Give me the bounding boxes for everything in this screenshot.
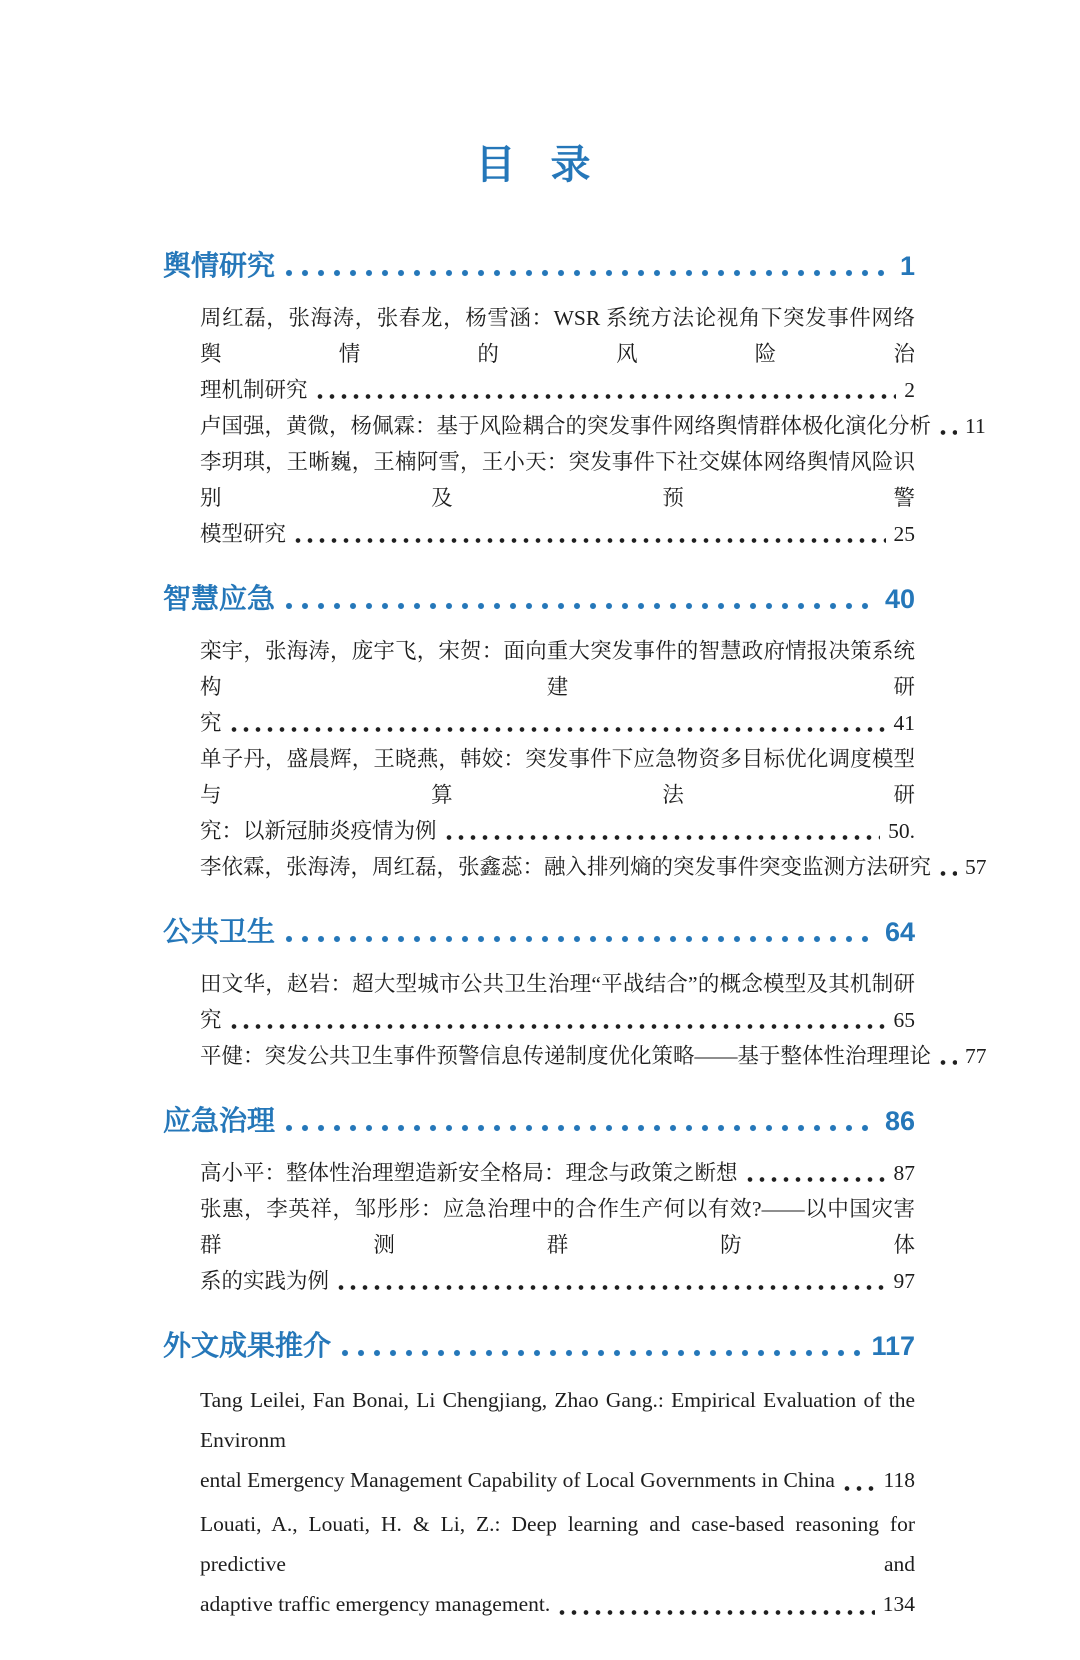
entry-title-text: 理机制研究	[200, 378, 308, 402]
toc-section	[163, 579, 987, 885]
entry-last-line	[200, 849, 987, 885]
section-title: 舆情研究	[163, 250, 276, 281]
dot-leader-icon	[228, 1023, 886, 1030]
dot-leader-icon	[335, 1284, 885, 1291]
entry-last-line	[200, 1155, 915, 1191]
entry-page-number: 57	[965, 855, 987, 879]
entry-title-text: 高小平：整体性治理塑造新安全格局：理念与政策之断想	[200, 1161, 738, 1185]
toc-entry	[200, 444, 915, 552]
entry-page-number: 97	[893, 1269, 915, 1293]
entry-page-number: 77	[965, 1044, 987, 1068]
entry-page-number: 41	[893, 711, 915, 735]
entry-text-line: 田文华，赵岩：超大型城市公共卫生治理“平战结合”的概念模型及其机制研	[200, 972, 915, 996]
section-title: 公共卫生	[163, 916, 276, 947]
toc-section-heading	[163, 246, 915, 286]
entry-title-text: ental Emergency Management Capability of Local Governments in China	[200, 1468, 835, 1492]
entry-text-line: 单子丹，盛晨辉，王晓燕，韩姣：突发事件下应急物资多目标优化调度模型与算法研	[200, 747, 915, 807]
entry-last-line	[200, 1038, 987, 1074]
page-title: 目 录	[475, 143, 603, 187]
dot-leader-icon	[281, 269, 890, 277]
toc-entry	[200, 741, 915, 849]
section-page-number: 64	[884, 917, 915, 947]
toc-entry	[200, 300, 915, 408]
toc-entry	[200, 1191, 915, 1299]
entry-text-line: 张惠，李英祥，邹彤彤：应急治理中的合作生产何以有效?——以中国灾害群测群防体	[200, 1197, 915, 1257]
dot-leader-icon	[292, 537, 885, 544]
section-title: 智慧应急	[163, 583, 276, 614]
section-entries	[200, 300, 986, 552]
entry-page-number: 134	[882, 1592, 915, 1616]
toc-entry	[200, 633, 915, 741]
section-title: 应急治理	[163, 1105, 276, 1136]
dot-leader-icon	[744, 1176, 886, 1183]
toc-list	[163, 246, 987, 1624]
dot-leader-icon	[337, 1349, 861, 1357]
toc-entry	[200, 849, 987, 885]
entry-page-number: 50.	[888, 819, 915, 843]
entry-title-text: 究	[200, 1008, 222, 1032]
entry-last-line	[200, 408, 986, 444]
dot-leader-icon	[937, 1059, 957, 1066]
dot-leader-icon	[937, 870, 957, 877]
toc-entry	[200, 1038, 987, 1074]
dot-leader-icon	[556, 1609, 875, 1616]
toc-section	[163, 1326, 915, 1624]
section-title: 外文成果推介	[163, 1330, 332, 1361]
toc-page	[0, 133, 1080, 1660]
dot-leader-icon	[937, 429, 957, 436]
entry-page-number: 118	[883, 1468, 915, 1492]
toc-entry	[200, 1155, 915, 1191]
section-entries	[200, 1380, 915, 1624]
entry-last-line	[200, 813, 915, 849]
entry-last-line	[200, 516, 915, 552]
toc-entry	[200, 966, 915, 1038]
entry-page-number: 87	[893, 1161, 915, 1185]
toc-section-heading	[163, 1101, 915, 1141]
entry-title-text: 平健：突发公共卫生事件预警信息传递制度优化策略——基于整体性治理理论	[200, 1044, 932, 1068]
entry-last-line	[200, 1002, 915, 1038]
entry-page-number: 65	[893, 1008, 915, 1032]
entry-title-text: 系的实践为例	[200, 1269, 330, 1293]
dot-leader-icon	[841, 1485, 876, 1492]
entry-text-line: 李玥琪，王晰巍，王楠阿雪，王小天：突发事件下社交媒体网络舆情风险识别及预警	[200, 450, 915, 510]
dot-leader-icon	[314, 393, 897, 400]
entry-text-line: Tang Leilei, Fan Bonai, Li Chengjiang, Zhao Gang.: Empirical Evaluation of the Environm	[200, 1388, 915, 1452]
section-page-number: 86	[884, 1106, 915, 1136]
entry-last-line	[200, 372, 915, 408]
entry-title-text: 模型研究	[200, 522, 287, 546]
entry-last-line	[200, 705, 915, 741]
toc-section	[163, 912, 987, 1074]
toc-section-heading	[163, 912, 915, 952]
dot-leader-icon	[443, 834, 881, 841]
dot-leader-icon	[281, 1124, 875, 1132]
entry-text-line: 周红磊，张海涛，张春龙，杨雪涵：WSR 系统方法论视角下突发事件网络舆情的风险治	[200, 306, 915, 366]
section-page-number: 40	[884, 584, 915, 614]
dot-leader-icon	[281, 935, 875, 943]
entry-last-line	[200, 1584, 915, 1624]
entry-title-text: 李依霖，张海涛，周红磊，张鑫蕊：融入排列熵的突发事件突变监测方法研究	[200, 855, 932, 879]
entry-page-number: 2	[904, 378, 915, 402]
entry-title-text: 究：以新冠肺炎疫情为例	[200, 819, 437, 843]
dot-leader-icon	[228, 726, 886, 733]
entry-page-number: 11	[965, 414, 986, 438]
entry-title-text: 究	[200, 711, 222, 735]
entry-text-line: Louati, A., Louati, H. & Li, Z.: Deep learning and case-based reasoning for predictive and	[200, 1512, 915, 1576]
dot-leader-icon	[281, 602, 875, 610]
entry-page-number: 25	[893, 522, 915, 546]
toc-entry	[200, 408, 986, 444]
section-entries	[200, 633, 987, 885]
entry-title-text: 卢国强，黄微，杨佩霖：基于风险耦合的突发事件网络舆情群体极化演化分析	[200, 414, 932, 438]
toc-section	[163, 1101, 915, 1299]
entry-last-line	[200, 1460, 915, 1500]
toc-section-heading	[163, 1326, 915, 1366]
section-entries	[200, 1155, 915, 1299]
toc-entry	[200, 1504, 915, 1624]
toc-section	[163, 246, 986, 552]
entry-title-text: adaptive traffic emergency management.	[200, 1592, 551, 1616]
toc-entry	[200, 1380, 915, 1500]
toc-section-heading	[163, 579, 915, 619]
entry-last-line	[200, 1263, 915, 1299]
section-page-number: 1	[899, 251, 915, 281]
entry-text-line: 栾宇，张海涛，庞宇飞，宋贺：面向重大突发事件的智慧政府情报决策系统构建研	[200, 639, 915, 699]
section-entries	[200, 966, 987, 1074]
section-page-number: 117	[871, 1331, 915, 1361]
